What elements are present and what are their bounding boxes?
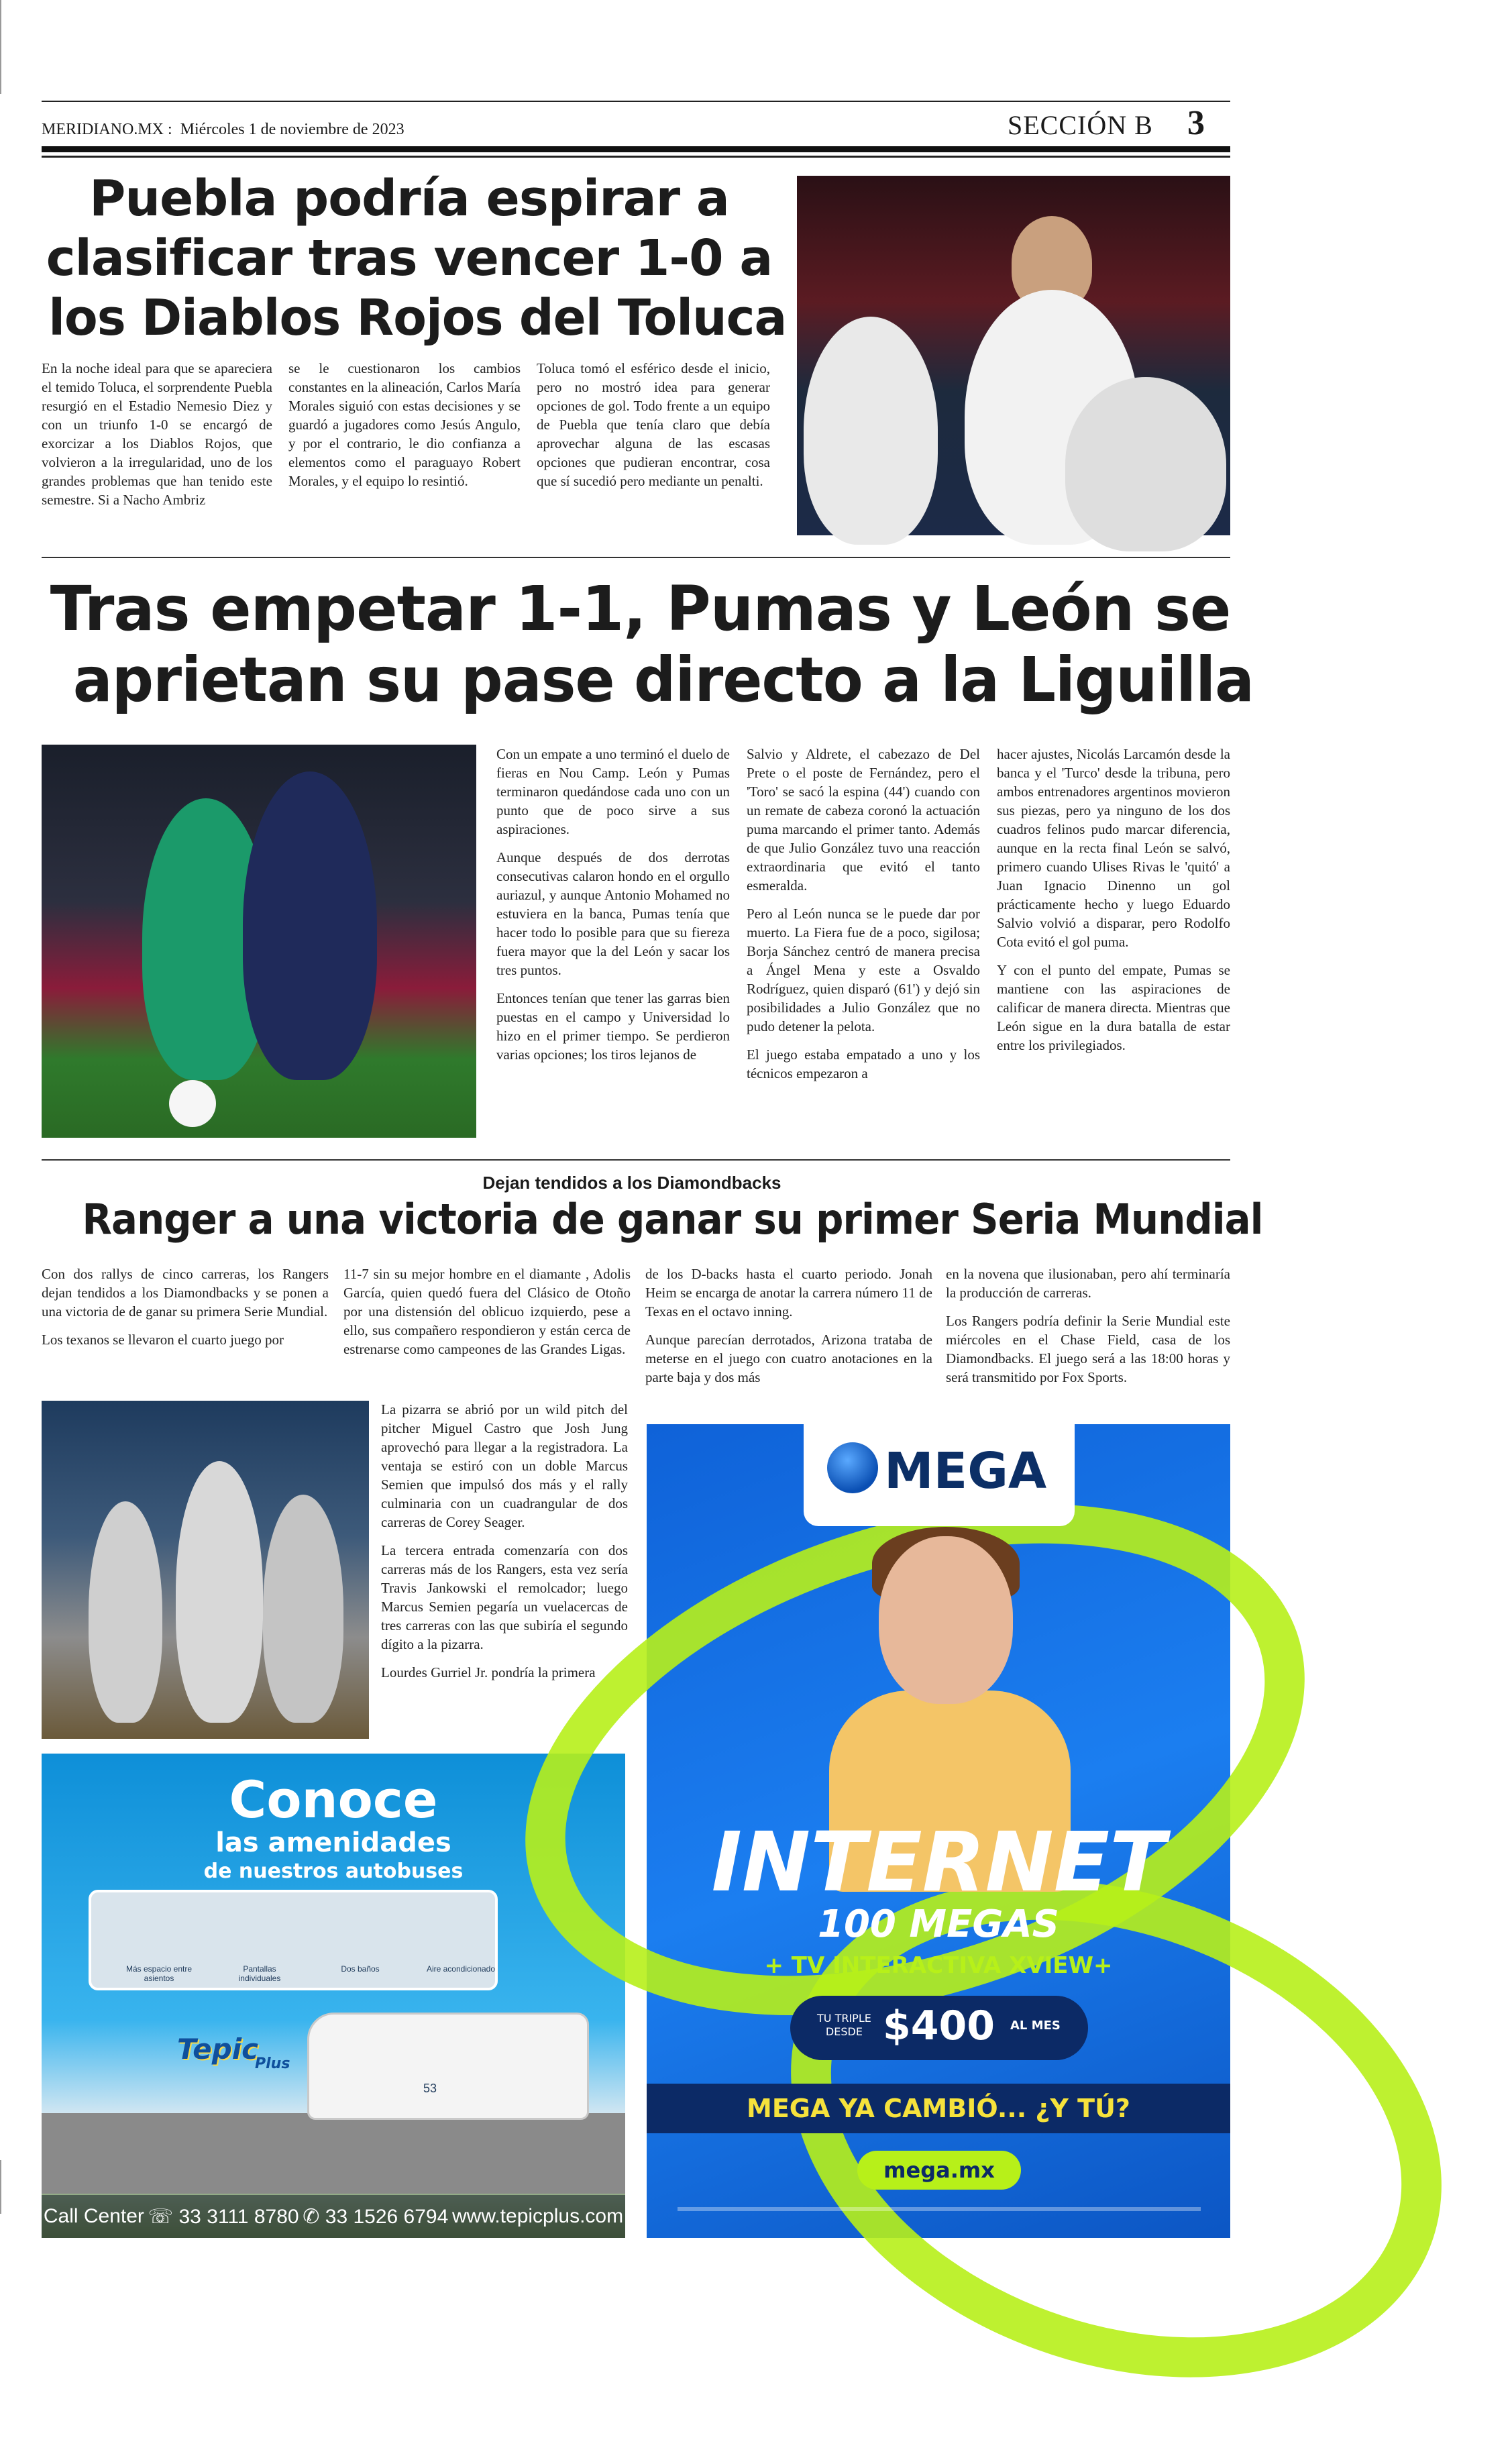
paragraph: Aunque parecían derrotados, Arizona trataba de meterse en el juego con cuatro anotaciones en la parte baja y dos más (645, 1332, 932, 1385)
price-suffix: AL MES (1010, 2019, 1061, 2033)
price-prefix: TU TRIPLE (817, 2012, 871, 2025)
article1-headline[interactable] (40, 169, 787, 348)
call-center-label: Call Center (43, 2205, 144, 2227)
paragraph: La pizarra se abrió por un wild pitch del pitcher Miguel Castro que Josh Jung aprovechó para llegar a la registradora. La ventaja se estiró con un doble Marcus Semien que impulsó dos más y el rally culminaria con un cuadrangular de dos carreras de Corey Seager. (381, 1401, 628, 1530)
person-figure (879, 1536, 1013, 1704)
tepic-ad-subtitle: las amenidades (215, 1827, 451, 1858)
article2-column-3 (997, 745, 1230, 1055)
article3-column-2 (343, 1265, 631, 1358)
paragraph: Con dos rallys de cinco carreras, los Rangers dejan tendidos a los Diamondbacks y se ponen a una victoria de de ganar su primera Serie Mundial. (42, 1266, 329, 1320)
paragraph: hacer ajustes, Nicolás Larcamón desde la banca y el 'Turco' desde la tribuna, pero ambos entrenadores argentinos movieron sus piezas, pero ya ninguno de los dos cuadros felinos pudo marcar diferencia, aunque en la recta final León se salvó, primero cuando Ulises Rivas le 'quitó' a Juan Ignacio Dinenno un gol prácticamente hecho y luego Eduardo Salvio volvió a disparar, pero Rodolfo Cota evitó el gol puma. (997, 746, 1230, 950)
article3-column-1 (42, 1265, 329, 1349)
paragraph: se le cuestionaron los cambios constantes en la alineación, Carlos María Morales siguió con estas decisiones y se guardó a jugadores como Jesús Angulo, y por el contrario, le dio confianza a elementos como el paraguayo Robert Morales, y el equipo lo resintió. (288, 360, 521, 489)
headline-line: los Diablos Rojos del Toluca (48, 289, 787, 347)
masthead-top-rule (42, 101, 1230, 102)
phone-icon: ☏ (148, 2205, 179, 2228)
mega-logo-icon (827, 1442, 878, 1493)
masthead-bottom-rule (42, 146, 1230, 152)
paragraph: 11-7 sin su mejor hombre en el diamante , Adolis García, quien quedó fuera del Clásico de Otoño por una distensión del oblicuo izquierdo, pese a ello, sus compañero respondieron y están cerca de estrenarse como campeones de las Grandes Ligas. (343, 1266, 631, 1357)
road-background (42, 2113, 625, 2194)
article-divider (42, 557, 1230, 558)
paragraph: Toluca tomó el esférico desde el inicio, pero no mostró idea para generar opciones de gol. Todo frente a un equipo de Puebla que tenía claro que debía aprovechar alguna de las escasas opciones que pudieran encontrar, cosa que sí sucedió pero mediante un penalti. (537, 360, 770, 489)
paragraph: en la novena que ilusionaban, pero ahí terminaría la producción de carreras. (946, 1266, 1230, 1301)
page-edge-mark (0, 0, 1, 94)
paragraph: Con un empate a uno terminó el duelo de fieras en Nou Camp. León y Pumas terminaron quedándose cada uno con un punto que de poco sirve a sus aspiraciones. (496, 746, 730, 837)
whatsapp-link[interactable] (303, 2205, 448, 2229)
bus-icon (307, 2013, 589, 2120)
mega-speed: 100 MEGAS (817, 1903, 1059, 1946)
article1-column-2 (288, 359, 521, 490)
article3-column-mid (381, 1400, 628, 1682)
player-figure (1065, 377, 1226, 551)
mega-tv-label: + TV INTERACTIVA XVIEW+ (764, 1952, 1113, 1979)
mega-logo-text: MEGA (884, 1442, 1047, 1500)
mega-slogan: MEGA YA CAMBIÓ... ¿Y TÚ? (647, 2084, 1230, 2133)
pumas-leon-match-photo[interactable] (42, 745, 476, 1138)
bus-number: 53 (423, 2082, 437, 2095)
article3-headline[interactable]: Ranger a una victoria de ganar su primer Seria Mundial (82, 1195, 1263, 1244)
ball (169, 1080, 216, 1127)
player-figure (89, 1501, 162, 1723)
paragraph: Entonces tenían que tener las garras bien puestas en el campo y Universidad lo hizo en el primer tiempo. Se perdieron varias opciones; los tiros lejanos de (496, 990, 730, 1063)
headline-line: Tras empetar 1-1, Pumas y León se (50, 573, 1231, 645)
article3-kicker: Dejan tendidos a los Diamondbacks (482, 1173, 781, 1193)
paragraph: Salvio y Aldrete, el cabezazo de Del Prete o el poste de Fernández, pero el 'Toro' se sacó la espina (44') cuando con un remate de cabeza coronó la actuación puma marcando el primer tanto. Además de que Julio González tuvo una reacción extraordinaria que evitó el tanto esmeralda. (747, 746, 980, 894)
paragraph: La tercera entrada comenzaría con dos carreras más de los Rangers, esta vez sería Travis Jankowski el remolcador; luego Marcus Semien pegaría un vuelacercas de tres carreras con las que subiría el segundo dígito a la pizarra. (381, 1542, 628, 1652)
tepic-footer (42, 2195, 625, 2238)
mega-fine-print (678, 2207, 1201, 2211)
article1-column-3 (537, 359, 770, 490)
feature-label: Dos baños (341, 1964, 380, 1974)
article3-column-4 (946, 1265, 1230, 1387)
paragraph: Lourdes Gurriel Jr. pondría la primera (381, 1664, 596, 1680)
article2-column-2 (747, 745, 980, 1083)
mega-headline: INTERNET (711, 1815, 1166, 1910)
whatsapp-icon: ✆ (303, 2205, 325, 2228)
mega-price-pill (790, 1996, 1088, 2060)
tepic-logo-sub: Plus (255, 2055, 290, 2072)
paragraph: Los texanos se llevaron el cuarto juego por (42, 1332, 284, 1348)
website-link[interactable]: www.tepicplus.com (452, 2205, 624, 2227)
page-edge-mark (0, 2160, 1, 2214)
tepic-ad-subtitle: de nuestros autobuses (203, 1860, 464, 1883)
feature-label: Más espacio entre asientos (125, 1964, 193, 1983)
article2-headline[interactable] (42, 573, 1254, 716)
feature-label: Aire acondicionado (426, 1964, 496, 1974)
player-figure (243, 771, 377, 1080)
masthead-site-date (42, 121, 404, 139)
paragraph: Y con el punto del empate, Pumas se mantiene con las aspiraciones de calificar de manera directa. Mientras que León sigue en la dura batalla de estar entre los privilegiados. (997, 962, 1230, 1053)
price-prefix: DESDE (825, 2025, 863, 2038)
phone-number: 33 3111 8780 (178, 2205, 299, 2228)
tepic-logo: Tepic (177, 2033, 259, 2066)
mega-url-button[interactable]: mega.mx (857, 2151, 1021, 2190)
phone-link[interactable] (148, 2205, 299, 2229)
page-number: 3 (1187, 104, 1205, 142)
player-figure (804, 317, 938, 545)
paragraph: El juego estaba empatado a uno y los técnicos empezaron a (747, 1047, 980, 1081)
issue-date: Miércoles 1 de noviembre de 2023 (180, 121, 404, 138)
paragraph: Aunque después de dos derrotas consecutivas calaron hondo en el orgullo auriazul, y aunque Antonio Mohamed no estuviera en la banca, Pumas tenía que hacer todo lo posible para que su fiereza fuera mayor que la del León y sacar los tres puntos. (496, 849, 730, 978)
feature-label: Pantallas individuales (238, 1964, 281, 1983)
paragraph: Los Rangers podría definir la Serie Mundial este miércoles en el Chase Field, casa de los Diamondbacks. El juego será a las 18:00 horas y será transmitido por Fox Sports. (946, 1313, 1230, 1385)
headline-line: aprietan su pase directo a la Liguilla (72, 644, 1254, 716)
paragraph: En la noche ideal para que se apareciera el temido Toluca, el sorprendente Puebla resurgió en el Estadio Nemesio Diez y con un triunfo 1-0 se encargó de exorcizar a los Diablos Rojos, que volvieron a la irregularidad, uno de los grandes problemas que han tenido este semestre. Si a Nacho Ambriz (42, 360, 272, 508)
article2-column-1 (496, 745, 730, 1064)
headline-line: Puebla podría espirar a (89, 170, 729, 227)
puebla-celebration-photo[interactable] (797, 176, 1230, 535)
article3-column-3 (645, 1265, 932, 1387)
article1-column-1 (42, 359, 272, 509)
player-figure (263, 1495, 343, 1723)
paragraph: Pero al León nunca se le puede dar por muerto. La Fiera fue de a poco, sigilosa; Borja Sánchez centró de manera precisa a Ángel Mena y este a Osvaldo Rodríguez, quien disparó (61') y dejó sin posibilidades a Julio González que no pudo detener la pelota. (747, 906, 980, 1034)
tepic-ad-title: Conoce (229, 1770, 438, 1829)
masthead-bottom-rule-thin (42, 156, 1230, 158)
whatsapp-number: 33 1526 6794 (325, 2205, 449, 2228)
headline-line: clasificar tras vencer 1-0 a (46, 229, 773, 287)
price-value: $400 (883, 2002, 995, 2049)
rangers-celebration-photo[interactable] (42, 1401, 369, 1739)
article-divider (42, 1159, 1230, 1161)
tepic-features-list (122, 1964, 498, 1983)
site-name[interactable]: MERIDIANO.MX : (42, 121, 172, 138)
section-label: SECCIÓN B (1008, 110, 1153, 140)
player-figure (176, 1461, 263, 1723)
paragraph: de los D-backs hasta el cuarto periodo. Jonah Heim se encarga de anotar la carrera número 11 de Texas en el octavo inning. (645, 1266, 932, 1320)
